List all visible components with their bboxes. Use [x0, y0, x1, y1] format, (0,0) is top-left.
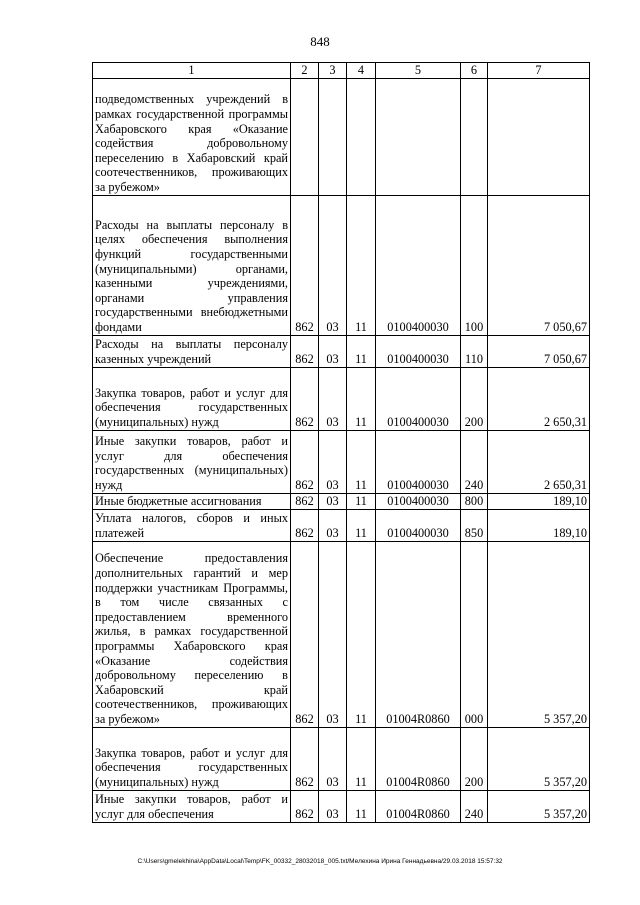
cell-amount: 5 357,20 — [488, 541, 590, 727]
cell-section: 03 — [319, 727, 347, 790]
cell-section: 03 — [319, 367, 347, 430]
header-cell: 1 — [93, 63, 291, 79]
table-row — [93, 509, 590, 541]
cell-subsection — [347, 78, 376, 195]
row-description: Уплата налогов, сборов и иных платежей — [93, 509, 291, 541]
cell-section: 03 — [319, 430, 347, 493]
cell-section: 03 — [319, 195, 347, 335]
cell-admin-code: 862 — [291, 493, 319, 509]
row-description: Расходы на выплаты персоналу в целях обеспечения выполнения функций государственными (муниципальными) органами, казенными учреждениями, органами управления государственными внебюджетными фондами — [93, 195, 291, 335]
cell-section — [319, 78, 347, 195]
cell-subsection: 11 — [347, 541, 376, 727]
row-description: Закупка товаров, работ и услуг для обеспечения государственных (муниципальных) нужд — [93, 367, 291, 430]
cell-target-code: 01004R0860 — [376, 790, 461, 822]
budget-table — [92, 62, 590, 823]
cell-target-code: 0100400030 — [376, 367, 461, 430]
cell-subsection: 11 — [347, 727, 376, 790]
cell-target-code: 0100400030 — [376, 509, 461, 541]
cell-admin-code: 862 — [291, 430, 319, 493]
cell-admin-code: 862 — [291, 509, 319, 541]
cell-subsection: 11 — [347, 790, 376, 822]
table-row — [93, 790, 590, 822]
cell-expense-type: 850 — [461, 509, 488, 541]
row-description: Иные бюджетные ассигнования — [93, 493, 291, 509]
row-description: Расходы на выплаты персоналу казенных учреждений — [93, 335, 291, 367]
document-footer-path: C:\Users\gmelekhina\AppData\Local\Temp\FK_00332_28032018_005.txt/Мелехина Ирина Геннадьевна/29.03.2018 15:57:32 — [137, 858, 503, 865]
table-row — [93, 541, 590, 727]
cell-admin-code: 862 — [291, 367, 319, 430]
cell-target-code — [376, 78, 461, 195]
header-cell: 4 — [347, 63, 376, 79]
cell-target-code: 0100400030 — [376, 195, 461, 335]
row-description: Иные закупки товаров, работ и услуг для обеспечения — [93, 790, 291, 822]
table-row — [93, 430, 590, 493]
cell-expense-type: 800 — [461, 493, 488, 509]
cell-target-code: 0100400030 — [376, 493, 461, 509]
cell-subsection: 11 — [347, 493, 376, 509]
cell-expense-type: 100 — [461, 195, 488, 335]
cell-admin-code: 862 — [291, 195, 319, 335]
header-cell: 7 — [488, 63, 590, 79]
table-row — [93, 727, 590, 790]
cell-amount: 5 357,20 — [488, 790, 590, 822]
header-cell: 5 — [376, 63, 461, 79]
row-description: Закупка товаров, работ и услуг для обеспечения государственных (муниципальных) нужд — [93, 727, 291, 790]
cell-amount: 2 650,31 — [488, 430, 590, 493]
cell-amount: 189,10 — [488, 493, 590, 509]
cell-section: 03 — [319, 790, 347, 822]
cell-section: 03 — [319, 541, 347, 727]
cell-amount: 5 357,20 — [488, 727, 590, 790]
cell-subsection: 11 — [347, 430, 376, 493]
cell-amount: 7 050,67 — [488, 195, 590, 335]
table-row — [93, 493, 590, 509]
page-number: 848 — [310, 34, 330, 49]
cell-subsection: 11 — [347, 195, 376, 335]
table-header-row — [93, 63, 590, 79]
header-cell: 6 — [461, 63, 488, 79]
header-cell: 3 — [319, 63, 347, 79]
cell-expense-type: 240 — [461, 790, 488, 822]
cell-admin-code: 862 — [291, 541, 319, 727]
cell-subsection: 11 — [347, 367, 376, 430]
cell-section: 03 — [319, 335, 347, 367]
cell-expense-type: 110 — [461, 335, 488, 367]
cell-amount: 189,10 — [488, 509, 590, 541]
table-row — [93, 367, 590, 430]
cell-target-code: 0100400030 — [376, 430, 461, 493]
table-row — [93, 78, 590, 195]
table-row — [93, 195, 590, 335]
cell-admin-code: 862 — [291, 727, 319, 790]
cell-amount — [488, 78, 590, 195]
cell-amount: 2 650,31 — [488, 367, 590, 430]
cell-admin-code — [291, 78, 319, 195]
cell-expense-type — [461, 78, 488, 195]
table-row — [93, 335, 590, 367]
cell-admin-code: 862 — [291, 335, 319, 367]
row-description: подведомственных учреждений в рамках государственной программы Хабаровского края «Оказание содействия добровольному переселению в Хабаровский край соотечественников, проживающих за рубежом» — [93, 78, 291, 195]
cell-expense-type: 200 — [461, 367, 488, 430]
cell-admin-code: 862 — [291, 790, 319, 822]
cell-expense-type: 000 — [461, 541, 488, 727]
cell-subsection: 11 — [347, 509, 376, 541]
cell-target-code: 01004R0860 — [376, 541, 461, 727]
cell-expense-type: 240 — [461, 430, 488, 493]
cell-target-code: 0100400030 — [376, 335, 461, 367]
cell-amount: 7 050,67 — [488, 335, 590, 367]
row-description: Обеспечение предоставления дополнительных гарантий и мер поддержки участникам Программы, в том числе связанных с предоставлением временного жилья, в рамках государственной программы Хабаровского края «Оказание содействия добровольному переселению в Хабаровский край соотечественников, проживающих за рубежом» — [93, 541, 291, 727]
cell-subsection: 11 — [347, 335, 376, 367]
cell-section: 03 — [319, 493, 347, 509]
cell-section: 03 — [319, 509, 347, 541]
row-description: Иные закупки товаров, работ и услуг для обеспечения государственных (муниципальных) нужд — [93, 430, 291, 493]
cell-target-code: 01004R0860 — [376, 727, 461, 790]
cell-expense-type: 200 — [461, 727, 488, 790]
header-cell: 2 — [291, 63, 319, 79]
